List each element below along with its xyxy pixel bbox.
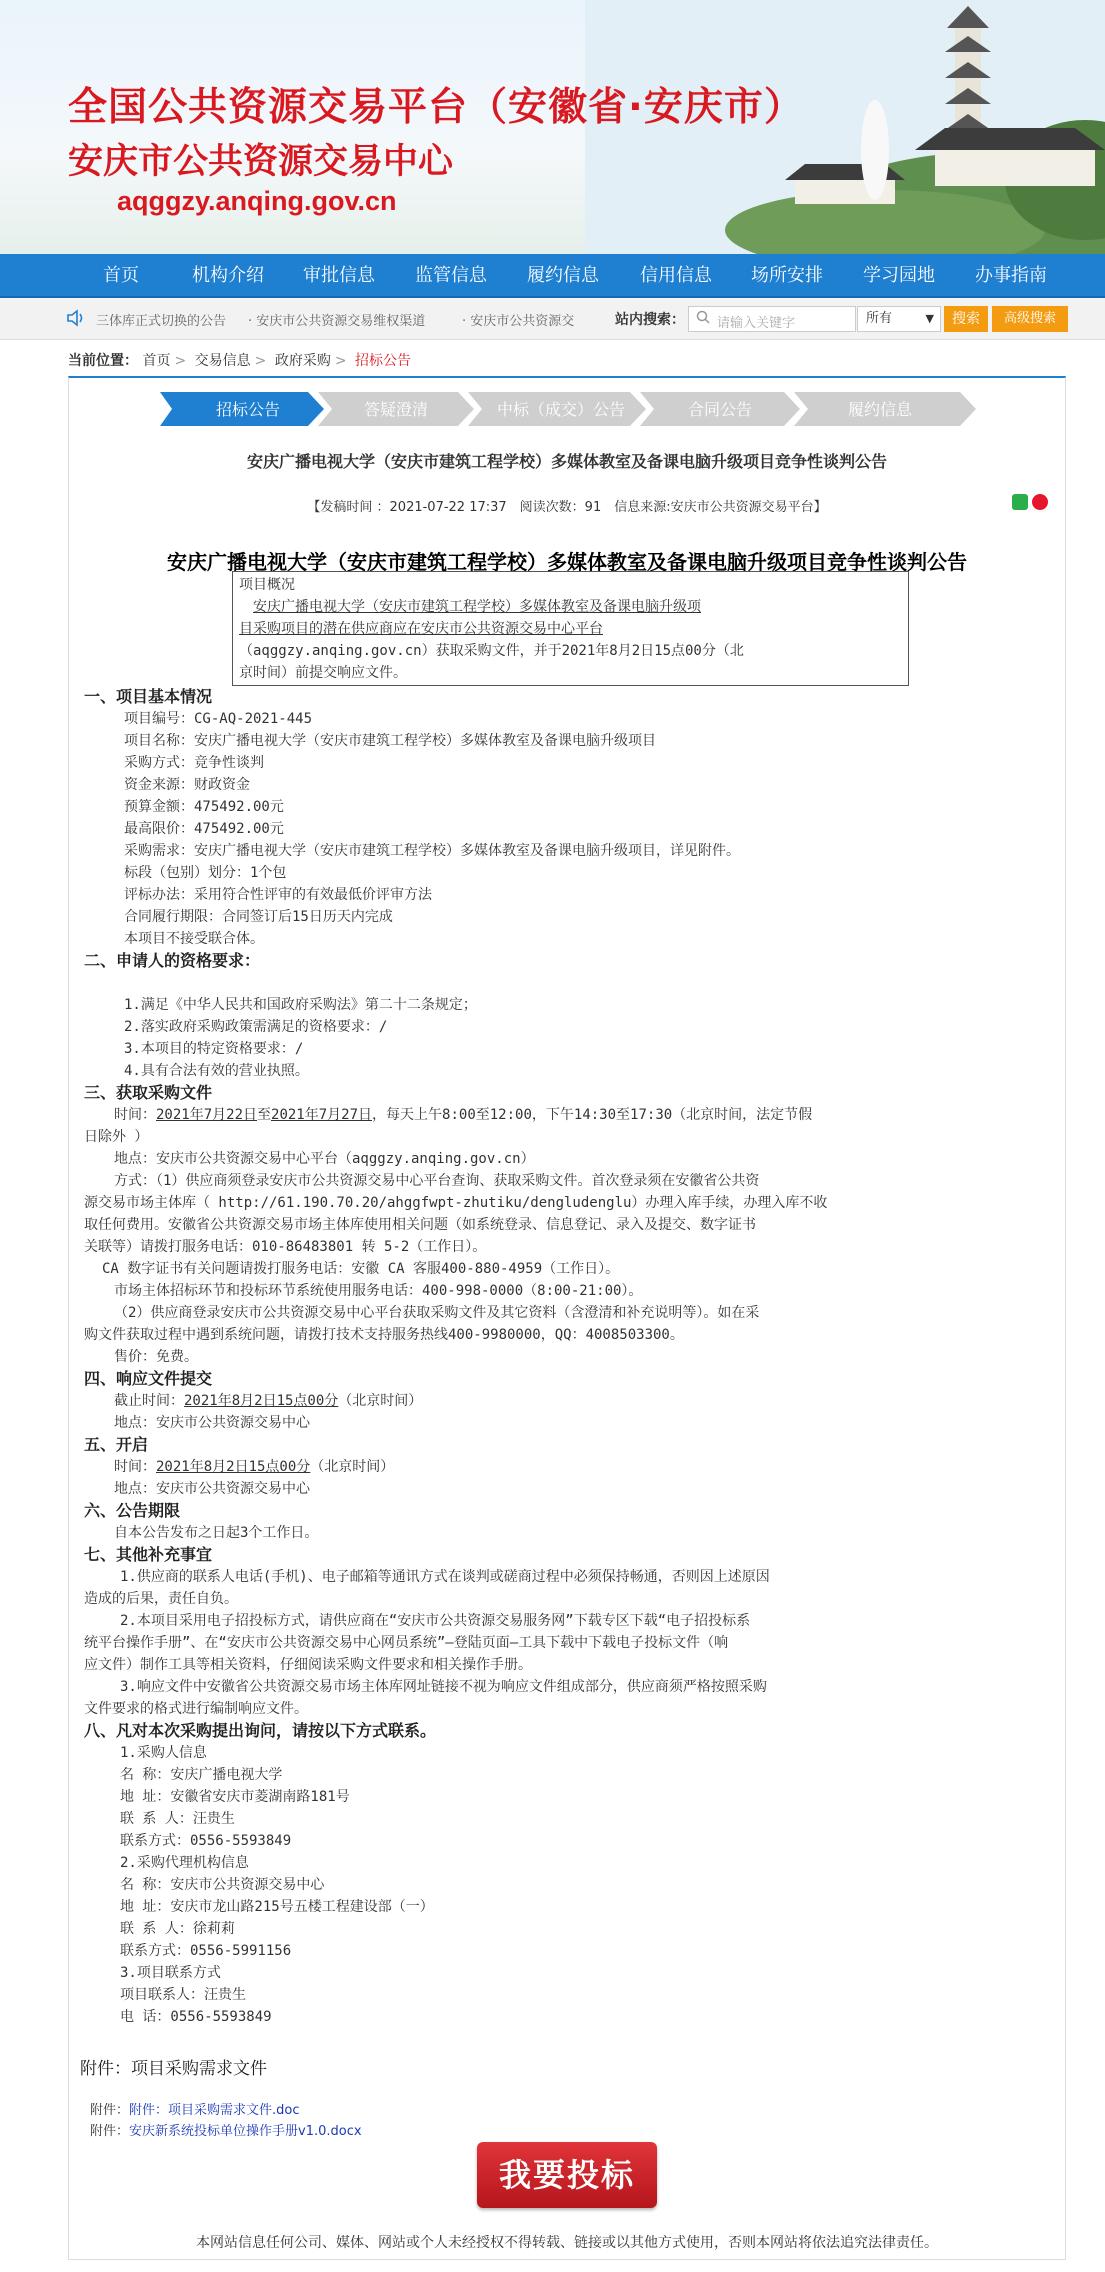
search-label: 站内搜索： bbox=[615, 312, 685, 328]
section-2-lines bbox=[80, 972, 1050, 1082]
ticker-item[interactable]: · 安庆市公共资源交易维权渠道 bbox=[248, 314, 426, 329]
overview-line: 安庆广播电视大学（安庆市建筑工程学校）多媒体教室及备课电脑升级项 bbox=[253, 599, 701, 615]
section-5-body bbox=[80, 1456, 1050, 1500]
section-heading: 八、凡对本次采购提出询问，请按以下方式联系。 bbox=[84, 1721, 437, 1740]
attachment-list bbox=[90, 2100, 362, 2142]
ticker-search-bar bbox=[0, 298, 1105, 340]
article-main-title: 安庆广播电视大学（安庆市建筑工程学校）多媒体教室及备课电脑升级项目竞争性谈判公告 bbox=[167, 550, 967, 574]
chevron-down-icon: ▼ bbox=[925, 312, 934, 325]
contact-line: 联系方式：0556-5991156 bbox=[120, 1943, 292, 1959]
section-8-body bbox=[80, 1742, 1050, 2028]
acquire-time-line bbox=[114, 1104, 1050, 1126]
nav-item-performance[interactable]: 履约信息 bbox=[527, 265, 599, 286]
contact-line: 联系方式：0556-5593849 bbox=[120, 1833, 292, 1849]
info-line: 关联等）请拨打服务电话：010-86483801 转 5-2（工作日）。 bbox=[84, 1239, 487, 1255]
attachment-label: 附件： bbox=[90, 2124, 130, 2139]
info-line: 评标办法：采用符合性评审的有效最低价评审方法 bbox=[124, 887, 432, 903]
info-line: 2.本项目采用电子招投标方式，请供应商在“安庆市公共资源交易服务网”下载专区下载“电子招投标系 bbox=[120, 1613, 751, 1629]
section-heading: 六、公告期限 bbox=[84, 1501, 181, 1520]
info-line: 文件要求的格式进行编制响应文件。 bbox=[84, 1701, 308, 1717]
info-line: 3.响应文件中安徽省公共资源交易市场主体库网址链接不视为响应文件组成部分，供应商须严格按照采购 bbox=[120, 1679, 767, 1695]
label: 至 bbox=[257, 1107, 272, 1123]
contact-line: 2.采购代理机构信息 bbox=[120, 1855, 249, 1871]
weibo-share-icon[interactable] bbox=[1032, 494, 1048, 510]
info-line: （2）供应商登录安庆市公共资源交易中心平台获取采购文件及其它资料（含澄清和补充说明等）。如在采 bbox=[114, 1305, 760, 1321]
info-line: 造成的后果，责任自负。 bbox=[84, 1591, 238, 1607]
search-input[interactable] bbox=[688, 306, 856, 332]
breadcrumb-separator: > bbox=[254, 353, 267, 369]
breadcrumb-item-home[interactable]: 首页 bbox=[142, 353, 171, 369]
contact-line: 3.项目联系方式 bbox=[120, 1965, 221, 1981]
label: ，每天上午8:00至12:00，下午14:30至17:30（北京时间，法定节假 bbox=[372, 1107, 813, 1123]
search-button[interactable]: 搜索 bbox=[944, 306, 988, 332]
info-line: 采购需求：安庆广播电视大学（安庆市建筑工程学校）多媒体教室及备课电脑升级项目，详见附件。 bbox=[124, 843, 740, 859]
section-3-body bbox=[80, 1104, 1050, 1368]
section-7-body bbox=[80, 1566, 1050, 1720]
info-line: 取任何费用。安徽省公共资源交易市场主体库使用相关问题（如系统登录、信息登记、录入及提交、数字证书 bbox=[84, 1217, 756, 1233]
overview-heading: 项目概况 bbox=[239, 577, 295, 593]
article-header-title: 安庆广播电视大学（安庆市建筑工程学校）多媒体教室及备课电脑升级项目竞争性谈判公告 bbox=[246, 452, 887, 471]
info-line: 方式：（1）供应商须登录安庆市公共资源交易中心平台查询、获取采购文件。首次登录须在安徽省公共资 bbox=[114, 1173, 760, 1189]
nav-item-credit[interactable]: 信用信息 bbox=[640, 265, 712, 286]
breadcrumb-item-trade[interactable]: 交易信息 bbox=[194, 353, 251, 369]
info-line: 本项目不接受联合体。 bbox=[124, 931, 264, 947]
attachment-link[interactable]: 安庆新系统投标单位操作手册v1.0.docx bbox=[129, 2124, 362, 2139]
search-scope-select[interactable] bbox=[857, 306, 941, 332]
section-heading: 四、响应文件提交 bbox=[84, 1369, 213, 1388]
nav-item-home[interactable]: 首页 bbox=[103, 265, 139, 286]
date-start: 2021年7月22日 bbox=[156, 1107, 258, 1123]
search-icon bbox=[696, 310, 710, 328]
banner-title-center: 安庆市公共资源交易中心 bbox=[68, 142, 454, 182]
breadcrumb-separator: > bbox=[334, 353, 347, 369]
tab-performance-info[interactable]: 履约信息 bbox=[847, 400, 912, 419]
opening-time-line bbox=[114, 1456, 1050, 1478]
section-heading: 二、申请人的资格要求： bbox=[84, 951, 261, 970]
info-line: 最高限价：475492.00元 bbox=[124, 821, 284, 837]
banner-url: aqggzy.anqing.gov.cn bbox=[117, 186, 397, 216]
label: 时间： bbox=[114, 1459, 156, 1475]
info-line: 应文件）制作工具等相关资料，仔细阅读采购文件要求和相关操作手册。 bbox=[84, 1657, 532, 1673]
article-body bbox=[80, 686, 1050, 2028]
ticker-item[interactable]: 三体库正式切换的公告 bbox=[96, 314, 227, 329]
wechat-share-icon[interactable] bbox=[1012, 494, 1028, 510]
contact-line: 地 址：安庆市龙山路215号五楼工程建设部（一） bbox=[120, 1899, 434, 1915]
label: 截止时间： bbox=[114, 1393, 184, 1409]
section-1-lines bbox=[80, 708, 1050, 950]
contact-line: 项目联系人：汪贵生 bbox=[120, 1987, 246, 2003]
info-line: 4.具有合法有效的营业执照。 bbox=[124, 1063, 309, 1079]
attachment-row bbox=[90, 2100, 362, 2121]
main-nav bbox=[0, 254, 1105, 298]
advanced-search-button[interactable]: 高级搜索 bbox=[992, 306, 1068, 332]
submit-bid-button[interactable]: 我要投标 bbox=[477, 2142, 657, 2208]
nav-item-learning[interactable]: 学习园地 bbox=[863, 265, 935, 286]
info-line: 预算金额：475492.00元 bbox=[124, 799, 284, 815]
footer-copyright: 本网站信息任何公司、媒体、网站或个人未经授权不得转载、链接或以其他方式使用，否则本网站将依法追究法律责任。 bbox=[196, 2235, 938, 2251]
info-line: 资金来源：财政资金 bbox=[124, 777, 250, 793]
info-line: 源交易市场主体库（ http://61.190.70.20/ahggfwpt-zhutiku/dengludenglu）办理入库手续，办理入库不收 bbox=[84, 1195, 828, 1211]
info-line: 日除外 ） bbox=[84, 1129, 149, 1145]
breadcrumb-item-current[interactable]: 招标公告 bbox=[355, 353, 412, 369]
info-line: CA 数字证书有关问题请拨打服务电话：安徽 CA 客服400-880-4959（工作日）。 bbox=[102, 1261, 620, 1277]
contact-line: 联 系 人：汪贵生 bbox=[120, 1811, 235, 1827]
contact-line: 电 话：0556-5593849 bbox=[120, 2009, 272, 2025]
breadcrumb-item-procurement[interactable]: 政府采购 bbox=[274, 353, 331, 369]
banner-title-platform: 全国公共资源交易平台（安徽省·安庆市） bbox=[68, 85, 804, 130]
contact-line: 名 称：安庆广播电视大学 bbox=[120, 1767, 283, 1783]
info-line: 采购方式：竞争性谈判 bbox=[124, 755, 264, 771]
breadcrumb bbox=[68, 350, 411, 370]
contact-line: 联 系 人：徐莉莉 bbox=[120, 1921, 235, 1937]
attachment-label: 附件： bbox=[90, 2103, 130, 2118]
section-heading: 三、获取采购文件 bbox=[84, 1083, 213, 1102]
section-heading: 五、开启 bbox=[84, 1435, 149, 1454]
ticker-item[interactable]: · 安庆市公共资源交 bbox=[462, 314, 575, 329]
info-line: 合同履行期限：合同签订后15日历天内完成 bbox=[124, 909, 393, 925]
info-line: 地点：安庆市公共资源交易中心平台（aqggzy.anqing.gov.cn） bbox=[114, 1151, 535, 1167]
site-banner bbox=[0, 0, 1105, 254]
info-line: 项目编号：CG-AQ-2021-445 bbox=[124, 711, 313, 727]
overview-line: 京时间）前提交响应文件。 bbox=[239, 665, 407, 681]
info-line: 地点：安庆市公共资源交易中心 bbox=[114, 1481, 310, 1497]
info-line: 项目名称：安庆广播电视大学（安庆市建筑工程学校）多媒体教室及备课电脑升级项目 bbox=[124, 733, 656, 749]
overview-line: 目采购项目的潜在供应商应在安庆市公共资源交易中心平台 bbox=[239, 621, 603, 637]
speaker-icon bbox=[66, 309, 88, 329]
deadline-value: 2021年8月2日15点00分 bbox=[184, 1393, 339, 1409]
project-overview-box bbox=[232, 571, 909, 686]
breadcrumb-separator: > bbox=[174, 353, 187, 369]
label: （北京时间） bbox=[310, 1459, 395, 1475]
section-heading: 七、其他补充事宜 bbox=[84, 1545, 213, 1564]
tab-clarification[interactable]: 答疑澄清 bbox=[363, 400, 428, 419]
nav-item-guide[interactable]: 办事指南 bbox=[975, 265, 1047, 286]
info-line: 2.落实政府采购政策需满足的资格要求：/ bbox=[124, 1019, 388, 1035]
tab-contract-notice[interactable]: 合同公告 bbox=[687, 400, 752, 419]
tab-bid-notice[interactable]: 招标公告 bbox=[215, 400, 280, 419]
info-line: 购文件获取过程中遇到系统问题，请拨打技术支持服务热线400-9980000，QQ：4008503300。 bbox=[84, 1327, 684, 1343]
info-line: 1.供应商的联系人电话(手机)、电子邮箱等通讯方式在谈判或磋商过程中必须保持畅通，否则因上述原因 bbox=[120, 1569, 770, 1585]
attachments-heading: 附件：项目采购需求文件 bbox=[80, 2059, 267, 2079]
notice-tabs bbox=[160, 388, 980, 430]
label: 时间： bbox=[114, 1107, 156, 1123]
nav-item-approval[interactable]: 审批信息 bbox=[303, 265, 375, 286]
label: （北京时间） bbox=[338, 1393, 423, 1409]
article-meta: 【发稿时间 ：2021-07-22 17:37 阅读次数：91 信息来源:安庆市公共资源交易平台】 bbox=[307, 500, 827, 515]
info-line: 1.满足《中华人民共和国政府采购法》第二十二条规定； bbox=[124, 997, 477, 1013]
info-line: 市场主体招标环节和投标环节系统使用服务电话：400-998-0000（8:00-21:00）。 bbox=[114, 1283, 643, 1299]
info-line: 自本公告发布之日起3个工作日。 bbox=[114, 1525, 319, 1541]
nav-item-venue[interactable]: 场所安排 bbox=[751, 265, 823, 286]
nav-item-supervision[interactable]: 监管信息 bbox=[415, 265, 487, 286]
info-line: 地点：安庆市公共资源交易中心 bbox=[114, 1415, 310, 1431]
deadline-line bbox=[114, 1390, 1050, 1412]
search-scope-value: 所有 bbox=[866, 311, 893, 326]
breadcrumb-label: 当前位置： bbox=[68, 353, 138, 369]
info-line: 售价：免费。 bbox=[114, 1349, 198, 1365]
attachment-link[interactable]: 附件：项目采购需求文件.doc bbox=[129, 2103, 300, 2118]
search-placeholder: 请输入关键字 bbox=[717, 316, 796, 331]
section-heading: 一、项目基本情况 bbox=[84, 687, 213, 706]
contact-line: 1.采购人信息 bbox=[120, 1745, 207, 1761]
date-end: 2021年7月27日 bbox=[271, 1107, 373, 1123]
section-4-body bbox=[80, 1390, 1050, 1434]
info-line: 3.本项目的特定资格要求：/ bbox=[124, 1041, 304, 1057]
nav-item-about[interactable]: 机构介绍 bbox=[192, 265, 264, 286]
opening-time-value: 2021年8月2日15点00分 bbox=[156, 1459, 311, 1475]
tab-award-notice[interactable]: 中标（成交）公告 bbox=[496, 400, 625, 419]
info-line: 标段（包别）划分：1个包 bbox=[124, 865, 287, 881]
info-line: 统平台操作手册”、在“安庆市公共资源交易中心网员系统”—登陆页面—工具下载中下载电子投标文件（响 bbox=[84, 1635, 729, 1651]
contact-line: 名 称：安庆市公共资源交易中心 bbox=[120, 1877, 325, 1893]
overview-line: （aqggzy.anqing.gov.cn）获取采购文件，并于2021年8月2日15点00分（北 bbox=[239, 643, 744, 659]
attachment-row bbox=[90, 2121, 362, 2142]
share-icons bbox=[1008, 494, 1048, 514]
contact-line: 地 址：安徽省安庆市菱湖南路181号 bbox=[120, 1789, 350, 1805]
